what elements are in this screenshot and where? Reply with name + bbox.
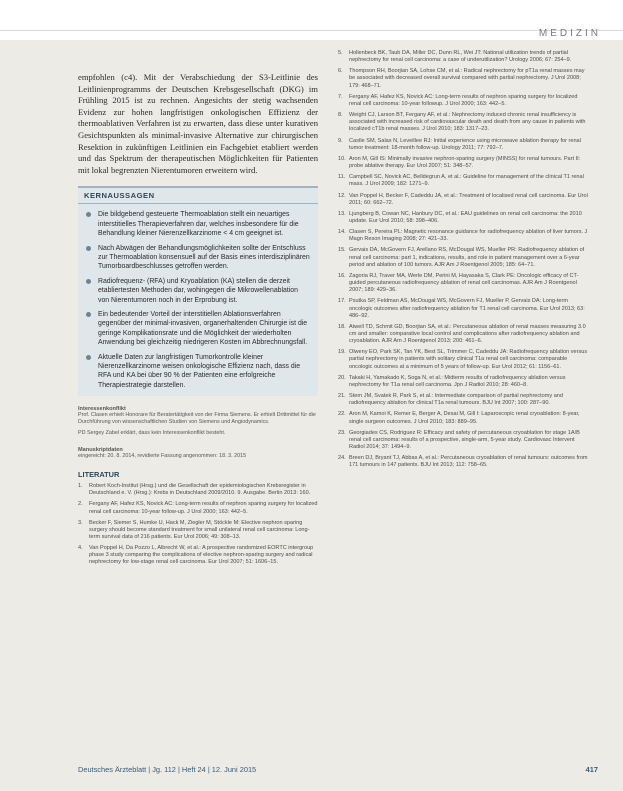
conflict-title: Interessenkonflikt	[78, 406, 126, 413]
conflict-text-2: PD Sergey Zabel erklärt, dass kein Interessenkonflikt besteht.	[78, 429, 226, 436]
reference-item	[338, 193, 588, 207]
reference-text: Van Poppel H, Becker F, Cadeddu JA, et al.: Treatment of localised renal cell carcinoma. Eur Urol 2011; 60: 662–72.	[349, 192, 588, 206]
reference-number: 20.	[338, 374, 346, 381]
reference-number: 11.	[338, 174, 346, 181]
reference-number: 2.	[78, 501, 83, 508]
right-column	[338, 50, 588, 474]
reference-number: 12.	[338, 192, 346, 199]
reference-item	[338, 50, 588, 64]
reference-text: Georgiades CS, Rodriguez R: Efficacy and safety of percutaneous cryoablation for stage 1A/B renal cell carcinoma: results of a prospective, single-arm, 5-year study. Cardiovasc Intervent Radiol 2014; 37: 1494–9.	[349, 429, 580, 451]
intro-paragraph	[78, 72, 318, 176]
reference-item	[338, 393, 588, 407]
reference-text: Breen DJ, Bryant TJ, Abbas A, et al.: Percutaneous cryoablation of renal tumours: outcomes from 171 tumours in 147 patients. BJU Int 2013; 112: 758–65.	[349, 455, 588, 469]
reference-text: Campbell SC, Novick AC, Belldegrun A, et al.: Guideline for management of the clinical T1 renal mass. J Urol 2009; 182: 1271–9.	[349, 174, 584, 188]
literature-title: LITERATUR	[78, 470, 120, 480]
key-message-item: Ein bedeutender Vorteil der interstitiellen Ablationsverfahren gegenüber der minimal-invasiven, organerhaltenden Chirurgie ist die geringe Komplikationsrate und die Möglichkeit der wiederholten Anwendung bei gleichzeitig niedrigeren Kosten im Abbrechnungsfall.	[86, 310, 310, 348]
reference-list-right	[338, 50, 588, 470]
reference-number: 3.	[78, 519, 83, 526]
key-message-item: Nach Abwägen der Behandlungsmöglichkeiten sollte der Entschluss zur Thermoablation konsensuell auf der Basis eines interdisziplinären Tumorboardbeschlusses getroffen werden.	[86, 244, 310, 272]
reference-number: 15.	[338, 247, 346, 254]
reference-number: 19.	[338, 349, 346, 356]
header-rule	[0, 30, 623, 31]
reference-number: 13.	[338, 210, 346, 217]
reference-item	[338, 211, 588, 225]
journal-page	[60, 40, 600, 775]
reference-number: 18.	[338, 323, 346, 330]
reference-item	[338, 324, 588, 345]
section-label: MEDIZIN	[538, 28, 601, 39]
reference-item	[78, 483, 318, 497]
reference-text: Aron M, Kamoi K, Remer E, Berger A, Desai M, Gill I: Laparoscopic renal cryoablation: 8-year, single surgeon outcomes. J Urol 2010; 183: 889–95.	[349, 411, 580, 425]
reference-number: 5.	[338, 50, 343, 56]
reference-text: Olweny EO, Park SK, Tan YK, Best SL, Trimmer C, Cadeddu JA: Radiofrequency ablation versus partial nephrectomy in patients with solitary clinical T1a renal cell carcinoma: comparable oncologic outcomes at a minimum of 5 years of follow-up. Eur Urol 2012; 61: 1156–61.	[349, 349, 588, 370]
left-column	[78, 72, 318, 571]
reference-list-left	[78, 483, 318, 567]
reference-number: 17.	[338, 298, 346, 305]
reference-text: Stern JM, Svatek R, Park S, et al.: Intermediate comparison of partial nephrectomy and radiofrequency ablation for clinical T1a renal tumours. BJU Int 2007; 100: 287–90.	[349, 393, 563, 407]
reference-text: Robert Koch-Institut (Hrsg.) und die Gesellschaft der epidemiologischen Krebsregister in Deutschland e. V. (Hrsg.): Krebs in Deutschland 2009/2010. 9. Ausgabe. Berlin 2013: 160.	[89, 483, 311, 497]
reference-text: Thompson RH, Boorjian SA, Lohse CM, et al.: Radical nephrectomy for pT1a renal masses may be associated with decreased overall survival compared with partial nephrectomy. J Urol 2008; 179: 468–71.	[349, 68, 585, 89]
reference-text: Gervais DA, McGovern FJ, Arellano RS, McDougal WS, Mueller PR: Radiofrequency ablation of renal cell carcinoma: part 1, indications, results, and role in patient management over a 6-year period and ablation of 100 tumors. AJR Am J Roentgenol 2005; 185: 64–71.	[349, 247, 585, 268]
reference-item	[338, 247, 588, 268]
reference-item	[338, 112, 588, 133]
manuscript-text: eingereicht: 20. 8. 2014, revidierte Fassung angenommen: 18. 3. 2015	[78, 452, 247, 459]
reference-item	[338, 455, 588, 469]
reference-item	[338, 273, 588, 294]
page-footer	[78, 765, 598, 777]
reference-item	[338, 298, 588, 319]
manuscript-title: Manuskriptdaten	[78, 446, 123, 453]
reference-number: 9.	[338, 137, 343, 144]
bullet-icon	[86, 212, 91, 217]
conflict-text: Prof. Clasen erhielt Honorare für Beratertätigkeit von der Firma Siemens. Er erhielt Drittmittel für die Durchführung von wissenschaftlichen Studien von Siemens und Angiodynamics.	[78, 412, 316, 426]
reference-item	[78, 545, 318, 566]
reference-number: 8.	[338, 112, 343, 119]
reference-number: 21.	[338, 393, 346, 400]
reference-text: Fergany AF, Hafez KS, Novick AC: Long-term results of nephron sparing surgery for localized renal cell carcinoma: 10-year followup. J Urol 2000; 163: 442–5.	[349, 93, 578, 107]
reference-number: 4.	[78, 545, 83, 552]
reference-item	[338, 174, 588, 188]
reference-number: 22.	[338, 411, 346, 418]
reference-text: Takaki H, Yamakado K, Soga N, et al.: Midterm results of radiofrequency ablation versus nephrectomy for T1a renal cell carcinoma. Jpn J Radiol 2010; 28: 460–8.	[349, 374, 566, 388]
reference-text: Castle SM, Salas N, Leveillee RJ: Initial experience using microwave ablation therapy for renal tumor treatment: 18-month follow-up. Urology 2011; 77: 792–7.	[349, 137, 581, 151]
reference-number: 10.	[338, 155, 346, 162]
bullet-icon	[86, 279, 91, 284]
reference-number: 23.	[338, 429, 346, 436]
reference-text: Zagoria RJ, Traver MA, Werle DM, Perini M, Hayasaka S, Clark PE: Oncologic efficacy of CT-guided percutaneous radiofrequency ablation of renal cell carcinomas. AJR Am J Roentgenol 2007; 189: 429–36.	[349, 272, 579, 294]
reference-number: 14.	[338, 229, 346, 236]
key-message-item: Radiofrequenz- (RFA) und Kryoablation (KA) stellen die derzeit etabliertesten Methoden dar, wohingegen die Mikrowellenablation von Nierentumoren noch in der Erprobung ist.	[86, 277, 310, 305]
reference-text: Becker F, Siemer S, Humke U, Hack M, Ziegler M, Stöckle M: Elective nephron sparing surgery should become standard treatment for small unilateral renal cell carcinoma: Long-term survival data of 216 patients. Eur Urol 2006; 49: 308–13.	[89, 519, 310, 540]
bullet-icon	[86, 246, 91, 251]
bullet-icon	[86, 355, 91, 360]
reference-item	[338, 229, 588, 243]
intro-text: empfohlen (c4). Mit der Verabschiedung der S3-Leitlinie des Leitlinienprogramms der Deutschen Krebsgesellschaft (DKG) im Frühling 2015 ist zu rechnen. Angesichts der stetig wachsenden Evidenz zur hohen langfristigen onkologischen Effizienz der thermoablativen Verfahren ist zu erwarten, dass diese unter kurativen Gesichtspunkten als minimal-invasive Alternative zur chirurgischen Resektion in zukünftigen Leitlinien ein Fachgebiet etabliert werden und das Spektrum der therapeutischen Möglichkeiten für Patienten mit lokal begrenzten Nierentumoren erweitern wird.	[78, 72, 318, 175]
key-message-item: Aktuelle Daten zur langfristigen Tumorkontrolle kleiner Nierenzellkarzinome weisen onkologische Effizienz nach, dass die RFA und KA bei über 90 % der Patienten eine erfolgreiche Therapiestrategie darstellen.	[86, 353, 310, 391]
key-messages-box	[78, 186, 318, 396]
key-messages-title: KERNAUSSAGEN	[78, 188, 318, 204]
reference-number: 1.	[78, 483, 83, 490]
key-message-item: Die bildgebend gesteuerte Thermoablation stellt ein neuartiges interstitielles Therapieverfahren dar, welches insbesondere für die Behandlung kleiner Nierenzellkarzinome < 4 cm geeignet ist.	[86, 210, 310, 238]
reference-text: Atwell TD, Schmit GD, Boorjian SA, et al.: Percutaneous ablation of renal masses measuring 3.0 cm and smaller: comparative local control and complications after radiofrequency ablation and cryoablation. AJR Am J Roentgenol 2013; 200: 461–6.	[349, 323, 586, 345]
reference-item	[338, 68, 588, 89]
reference-text: Van Poppel H, Da Pozzo L, Albrecht W, et al.: A prospective randomized EORTC intergroup phase 3 study comparing the complications of elective nephron-sparing surgery and radical nephrectomy for low-stage renal cell carcinoma. Eur Urol 2007; 51: 1606–15.	[89, 545, 314, 566]
reference-item	[338, 375, 588, 389]
journal-citation: Deutsches Ärzteblatt | Jg. 112 | Heft 24 | 12. Juni 2015	[78, 765, 257, 774]
reference-item	[338, 156, 588, 170]
reference-text: Fergany AF, Hafez KS, Novick AC: Long-term results of nephron sparing surgery for localized renal cell carcinoma: 10-year follow-up. J Urol 2000; 163: 442–5.	[89, 501, 318, 515]
page-number: 417	[585, 765, 598, 774]
key-messages-list	[78, 204, 318, 396]
reference-text: Aron M, Gill IS: Minimally invasive nephron-sparing surgery (MINSS) for renal tumours. Part II: probe ablative therapy. Eur Urol 2007; 51: 348–57.	[349, 155, 581, 170]
reference-item	[338, 138, 588, 152]
reference-text: Hollenbeck BK, Taub DA, Miller DC, Dunn RL, Wei JT: National utilization trends of partial nephrectomy for renal cell carcinoma: a case of underutilization? Urology 2006; 67: 254–9.	[349, 50, 572, 64]
reference-item	[338, 94, 588, 108]
reference-item	[78, 501, 318, 515]
reference-number: 6.	[338, 68, 343, 75]
reference-text: Weight CJ, Larson BT, Fergany AF, et al.: Nephrectomy induced chronic renal insufficiency is associated with increased risk of cardiovascular death and death from any cause in patients with localized cT1b renal masses. J Urol 2010; 183: 1317–23.	[349, 112, 586, 133]
reference-item	[78, 520, 318, 541]
reference-item	[338, 430, 588, 451]
reference-number: 7.	[338, 93, 343, 100]
reference-item	[338, 349, 588, 370]
reference-text: Psutka SP, Feldman AS, McDougal WS, McGovern FJ, Mueller P, Gervais DA: Long-term oncologic outcomes after radiofrequency ablation for T1 renal cell carcinoma. Eur Urol 2013; 63: 486–92.	[349, 298, 585, 319]
reference-number: 16.	[338, 272, 346, 279]
reference-text: Ljungberg B, Cowan NC, Hanbury DC, et al.: EAU guidelines on renal cell carcinoma: the 2010 update. Eur Urol 2010; 58: 398–406.	[349, 210, 582, 224]
page-top-band	[0, 0, 623, 40]
reference-text: Clasen S, Pereira PL: Magnetic resonance guidance for radiofrequency ablation of liver tumors. J Magn Reson Imaging 2008; 27: 421–33.	[349, 229, 588, 243]
reference-item	[338, 411, 588, 425]
bullet-icon	[86, 312, 91, 317]
reference-number: 24.	[338, 455, 346, 462]
